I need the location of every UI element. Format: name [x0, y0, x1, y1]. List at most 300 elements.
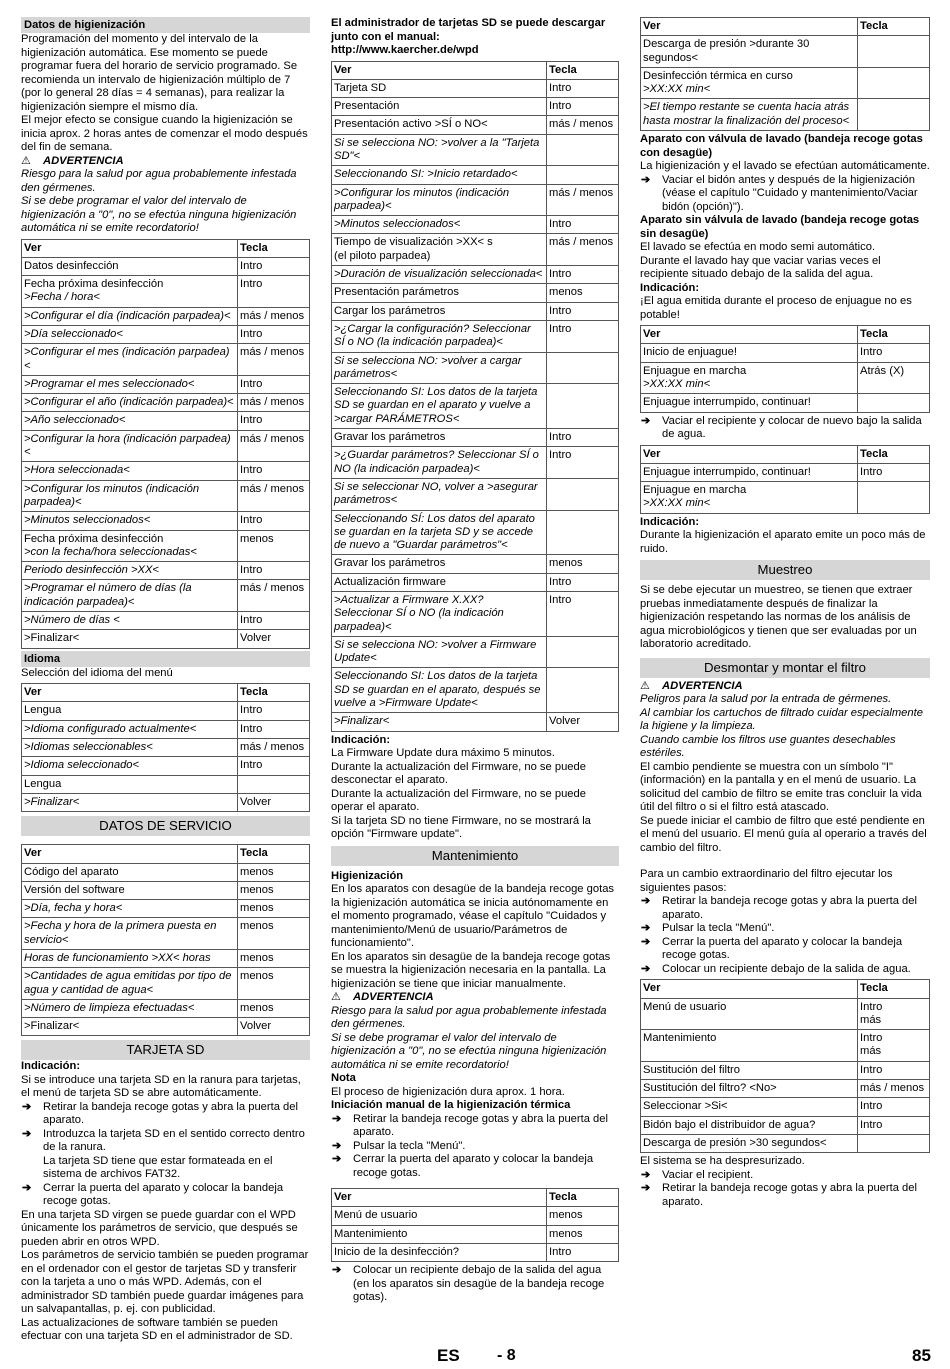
cell-ver: Seleccionando SI: Los datos de la tarjeta SD se guardan en el aparato y vuelve a >cargar PARÁMETROS< [332, 384, 547, 429]
cell-tecla: Intro [238, 512, 310, 530]
cell-tecla [547, 352, 619, 384]
step: ➔ Cerrar la puerta del aparato y colocar la bandeja recoge gotas. [641, 935, 903, 962]
arrow-icon: ➔ [641, 1168, 651, 1181]
cell-ver: Ver [22, 684, 238, 702]
table-row [332, 1244, 619, 1262]
table-row [332, 134, 619, 166]
cell-tecla: menos [238, 863, 310, 881]
cell-tecla: más / menos [238, 307, 310, 325]
cell-ver: >Duración de visualización seleccionada< [332, 266, 547, 284]
table-enjuague [640, 325, 930, 412]
cell-ver: Fecha próxima desinfección >con la fecha/hora seleccionadas< [22, 530, 238, 562]
paragraph: Durante la actualización del Firmware, no se puede operar el aparato. [331, 787, 586, 814]
cell-ver: Versión del software [22, 881, 238, 899]
cell-tecla [858, 482, 930, 514]
table-row [332, 216, 619, 234]
table-header-row [641, 980, 930, 998]
step: ➔ Cerrar la puerta del aparato y colocar la bandeja recoge gotas. [332, 1153, 594, 1179]
section-mantenimiento: Mantenimiento [331, 846, 619, 866]
cell-ver: >Fecha y hora de la primera puesta en servicio< [22, 918, 238, 950]
cell-ver: Enjuague en marcha >XX:XX min< [641, 362, 858, 394]
table-row [22, 580, 310, 612]
table-row [332, 284, 619, 302]
cell-tecla: Intro [238, 412, 310, 430]
cell-tecla [547, 166, 619, 184]
cell-ver: Seleccionando SI: >Inicio retardado< [332, 166, 547, 184]
cell-ver: Enjuague interrumpido, continuar! [641, 394, 858, 412]
table-row [22, 394, 310, 412]
cell-ver: Descarga de presión >durante 30 segundos< [641, 36, 858, 68]
warning-text: Peligros para la salud por la entrada de gérmenes. [640, 693, 892, 706]
cell-tecla: más / menos [238, 580, 310, 612]
warning-text: Riesgo para la salud por agua probablemente infestada den gérmenes. [21, 168, 297, 194]
table-row [332, 166, 619, 184]
cell-ver: Tarjeta SD [332, 79, 547, 97]
table-row [332, 478, 619, 510]
cell-tecla: Intro [547, 1244, 619, 1262]
cell-tecla: Intro [238, 562, 310, 580]
cell-tecla [547, 510, 619, 555]
cell-ver: >Programar el número de días (la indicación parpadea)< [22, 580, 238, 612]
heading-con-valvula: Aparato con válvula de lavado (bandeja recoge gotas con desagüe) [640, 133, 923, 159]
cell-tecla: más / menos [858, 1080, 930, 1098]
cell-tecla: Volver [238, 793, 310, 811]
paragraph: Durante la actualización del Firmware, no se puede desconectar el aparato. [331, 760, 586, 787]
cell-tecla: Intro [547, 573, 619, 591]
cell-ver: Seleccionar >Si< [641, 1098, 858, 1116]
step: ➔ Cerrar la puerta del aparato y colocar la bandeja recoge gotas. [22, 1181, 284, 1208]
cell-tecla: menos [547, 1225, 619, 1243]
step: ➔ Colocar un recipiente debajo de la salida de agua. [641, 962, 911, 975]
cell-ver: Sustitución del filtro? <No> [641, 1080, 858, 1098]
table-row [332, 302, 619, 320]
cell-tecla: menos [238, 530, 310, 562]
cell-tecla [547, 478, 619, 510]
cell-ver: >Año seleccionado< [22, 412, 238, 430]
cell-ver: Ver [22, 239, 238, 257]
cell-tecla: Tecla [547, 1189, 619, 1207]
cell-ver: >Día, fecha y hora< [22, 900, 238, 918]
cell-tecla: más / menos [547, 234, 619, 266]
arrow-icon: ➔ [641, 1182, 651, 1195]
section-tarjeta-sd: TARJETA SD [21, 1040, 310, 1060]
cell-ver: Si se selecciona NO: >volver a la "Tarjeta SD"< [332, 134, 547, 166]
cell-tecla: más / menos [238, 344, 310, 376]
arrow-icon: ➔ [332, 1264, 342, 1277]
table-header-row [641, 445, 930, 463]
cell-tecla: Tecla [858, 326, 930, 344]
table-row [22, 900, 310, 918]
table-row [332, 352, 619, 384]
cell-tecla: Tecla [238, 845, 310, 863]
cell-tecla [547, 636, 619, 668]
table-row [22, 739, 310, 757]
arrow-icon: ➔ [332, 1139, 342, 1152]
table-row [22, 512, 310, 530]
warning-icon: ⚠ [21, 154, 32, 167]
table-row [332, 384, 619, 429]
table-row [332, 447, 619, 479]
cell-tecla: Intro [238, 375, 310, 393]
cell-tecla: Intro [547, 216, 619, 234]
warning-label: ADVERTENCIA [662, 679, 743, 692]
cell-ver: Seleccionando SÍ: Los datos del aparato se guardan en la tarjeta SD y se accede de nuevo a "Guardar parámetros"< [332, 510, 547, 555]
cell-ver: >Configurar el mes (indicación parpadea)< [22, 344, 238, 376]
warning-heading [331, 991, 619, 1005]
paragraph: El sistema se ha despresurizado. [640, 1155, 805, 1168]
table-header-row [22, 845, 310, 863]
cell-tecla: Atrás (X) [858, 362, 930, 394]
table-row [641, 362, 930, 394]
footer-page-label: - 8 [497, 1347, 516, 1364]
cell-tecla [858, 1134, 930, 1152]
table-desinfeccion [21, 239, 310, 649]
footer-page-number: 85 [912, 1346, 931, 1365]
table-row [332, 266, 619, 284]
cell-tecla: más / menos [547, 116, 619, 134]
step: ➔ Pulsar la tecla "Menú". [332, 1139, 466, 1152]
cell-tecla [858, 394, 930, 412]
table-row [641, 67, 930, 99]
paragraph: Se puede iniciar el cambio de filtro que esté pendiente en el menú del usuario. El menú guía al operario a través del cambio del filtro. [640, 814, 927, 854]
table-row [332, 636, 619, 668]
cell-ver: >Finalizar< [22, 630, 238, 648]
cell-ver: Si se selecciona NO: >volver a Firmware Update< [332, 636, 547, 668]
cell-ver: Gravar los parámetros [332, 555, 547, 573]
cell-tecla: Intro [547, 266, 619, 284]
cell-ver: Ver [641, 18, 858, 36]
cell-tecla [547, 668, 619, 713]
table-row [332, 1225, 619, 1243]
table-row [332, 510, 619, 555]
section-datos-servicio: DATOS DE SERVICIO [21, 816, 310, 836]
cell-ver: >Día seleccionado< [22, 325, 238, 343]
cell-ver: >Configurar la hora (indicación parpadea)< [22, 430, 238, 462]
cell-tecla: más / menos [547, 184, 619, 216]
paragraph: Programación del momento y del intervalo de la higienización automática. Ese momento se puede programar fuera del horario de servicio programado. Se recomienda un intervalo de higienización múltiplo de 7 (por lo general 28 días = 4 semanas), para realizar la higienización siempre el mismo día. [21, 33, 298, 113]
cell-ver: >El tiempo restante se cuenta hacia atrás hasta mostrar la finalización del proceso< [641, 99, 858, 131]
cell-tecla: Intro [238, 276, 310, 308]
cell-ver: Lengua [22, 702, 238, 720]
table-header-row [332, 61, 619, 79]
cell-ver: Tiempo de visualización >XX< s (el piloto parpadea) [332, 234, 547, 266]
paragraph: Para un cambio extraordinario del filtro ejecutar los siguientes pasos: [640, 868, 893, 894]
table-row [22, 968, 310, 1000]
column-left [21, 17, 310, 1344]
indicacion-label: Indicación: [640, 281, 700, 294]
paragraph: Las actualizaciones de software también se pueden efectuar con una tarjeta SD en el administrador de SD. [21, 1316, 293, 1343]
cell-tecla: menos [238, 900, 310, 918]
warning-text: Al cambiar los cartuchos de filtrado cuidar especialmente la higiene y la limpieza. [640, 706, 923, 733]
step: ➔ Retirar la bandeja recoge gotas y abra la puerta del aparato. [641, 895, 917, 921]
table-row [332, 713, 619, 731]
cell-ver: Descarga de presión >30 segundos< [641, 1134, 858, 1152]
section-filtro: Desmontar y montar el filtro [640, 658, 930, 678]
table-row [332, 320, 619, 352]
cell-tecla [858, 67, 930, 99]
table-row [22, 918, 310, 950]
warning-text: Riesgo para la salud por agua probablemente infestada den gérmenes. [331, 1004, 607, 1031]
table-row [22, 949, 310, 967]
arrow-icon: ➔ [22, 1181, 32, 1194]
cell-tecla: Intro [858, 344, 930, 362]
indicacion-label: Indicación: [21, 1060, 81, 1073]
paragraph: El cambio pendiente se muestra con un símbolo "I" (información) en la pantalla y en el menú de usuario. La solicitud del cambio de filtro se emite tras concluir la vida útil del filtro o si el filtro está atascado. [640, 760, 922, 814]
paragraph: Selección del idioma del menú [21, 666, 173, 679]
cell-tecla: menos [547, 1207, 619, 1225]
cell-tecla [858, 99, 930, 131]
cell-tecla: Intro [238, 462, 310, 480]
arrow-icon: ➔ [641, 173, 651, 186]
column-right [640, 17, 930, 1209]
cell-ver: Datos desinfección [22, 257, 238, 275]
arrow-icon: ➔ [22, 1100, 32, 1113]
cell-ver: Código del aparato [22, 863, 238, 881]
cell-ver: >Configurar el día (indicación parpadea)< [22, 307, 238, 325]
table-row [22, 881, 310, 899]
cell-ver: >Número de limpieza efectuadas< [22, 999, 238, 1017]
paragraph: El mejor efecto se consigue cuando la higienización se inicia aprox. 2 horas antes de comenzar el modo después del fin de semana. [21, 114, 308, 153]
step: ➔ Retirar la bandeja recoge gotas y abra la puerta del aparato. [22, 1100, 298, 1127]
paragraph: Durante la higienización el aparato emite un poco más de ruido. [640, 529, 926, 555]
table-row [641, 99, 930, 131]
cell-tecla [238, 775, 310, 793]
paragraph: La higienización y el lavado se efectúan automáticamente. [640, 160, 930, 173]
table-header-row [641, 18, 930, 36]
column-middle [331, 17, 619, 1305]
cell-ver: Actualización firmware [332, 573, 547, 591]
cell-ver: Fecha próxima desinfección >Fecha / hora< [22, 276, 238, 308]
warning-heading [21, 155, 310, 169]
cell-tecla: menos [238, 881, 310, 899]
arrow-icon: ➔ [641, 935, 651, 948]
cell-ver: >Hora seleccionada< [22, 462, 238, 480]
cell-ver: Presentación activo >SÍ o NO< [332, 116, 547, 134]
cell-tecla: Intro [238, 257, 310, 275]
arrow-icon: ➔ [641, 895, 651, 908]
table-row [22, 612, 310, 630]
paragraph: El lavado se efectúa en modo semi automático. [640, 241, 876, 254]
cell-ver: Sustitución del filtro [641, 1061, 858, 1079]
table-row [22, 793, 310, 811]
cell-tecla: menos [238, 918, 310, 950]
table-sustitucion-filtro [640, 979, 930, 1153]
table-row [332, 429, 619, 447]
table-row [22, 430, 310, 462]
paragraph: En una tarjeta SD virgen se puede guardar con el WPD únicamente los parámetros de servicio, que después se pueden abrir en otros WPD. [21, 1208, 298, 1248]
table-row [332, 668, 619, 713]
cell-ver: Ver [332, 61, 547, 79]
step: ➔ Vaciar el recipiente y colocar de nuevo bajo la salida de agua. [641, 414, 922, 441]
table-row [641, 394, 930, 412]
table-row [641, 482, 930, 514]
heading-idioma: Idioma [21, 651, 310, 667]
cell-tecla: Tecla [547, 61, 619, 79]
cell-ver: Inicio de enjuague! [641, 344, 858, 362]
url-link[interactable]: http://www.kaercher.de/wpd [331, 44, 479, 56]
table-row [332, 184, 619, 216]
cell-ver: >Configurar los minutos (indicación parpadea)< [332, 184, 547, 216]
cell-ver: >Número de días < [22, 612, 238, 630]
footer-language: ES [437, 1346, 460, 1365]
table-row [641, 344, 930, 362]
table-header-row [22, 684, 310, 702]
table-row [22, 720, 310, 738]
cell-tecla: más / menos [238, 394, 310, 412]
cell-ver: >Finalizar< [332, 713, 547, 731]
nota-label: Nota [331, 1072, 356, 1085]
table-row [22, 257, 310, 275]
cell-tecla: Intro [238, 325, 310, 343]
cell-ver: Ver [641, 980, 858, 998]
table-row [641, 1116, 930, 1134]
cell-ver: >Programar el mes seleccionado< [22, 375, 238, 393]
warning-text: Si se debe programar el valor del intervalo de higienización a "0", no se efectúa ninguna higienización automática ni se emite recordatorio! [21, 195, 297, 234]
cell-ver: Si se selecciona NO: >volver a cargar parámetros< [332, 352, 547, 384]
table-row [641, 36, 930, 68]
step-note: La tarjeta SD tiene que estar formateada en el sistema de archivos FAT32. [43, 1154, 273, 1181]
cell-ver: >Idioma seleccionado< [22, 757, 238, 775]
table-descarga [640, 17, 930, 131]
table-idioma [21, 683, 310, 812]
table-header-row [332, 1189, 619, 1207]
arrow-icon: ➔ [332, 1112, 342, 1125]
cell-ver: Menú de usuario [332, 1207, 547, 1225]
table-row [332, 116, 619, 134]
paragraph: Si se debe ejecutar un muestreo, se tienen que extraer pruebas inmediatamente después de finalizar la higienización respetando las normas de los análisis de agua microbiológicos y tienen que ser evaluadas por un laboratorio acreditado. [640, 584, 917, 651]
warning-icon: ⚠ [640, 679, 651, 692]
cell-tecla: Intro [858, 1061, 930, 1079]
table-row [22, 462, 310, 480]
warning-label: ADVERTENCIA [43, 154, 124, 167]
cell-tecla: Intro [238, 720, 310, 738]
cell-tecla: Tecla [858, 18, 930, 36]
cell-ver: Ver [332, 1189, 547, 1207]
arrow-icon: ➔ [641, 922, 651, 935]
table-row [22, 375, 310, 393]
cell-tecla: menos [238, 999, 310, 1017]
table-row [332, 98, 619, 116]
cell-tecla: más / menos [238, 739, 310, 757]
table-row [22, 412, 310, 430]
cell-tecla: menos [547, 284, 619, 302]
arrow-icon: ➔ [332, 1153, 342, 1166]
cell-ver: Lengua [22, 775, 238, 793]
cell-tecla: menos [238, 968, 310, 1000]
cell-ver: >Cantidades de agua emitidas por tipo de agua y cantidad de agua< [22, 968, 238, 1000]
cell-tecla [858, 36, 930, 68]
step: ➔ Pulsar la tecla "Menú". [641, 922, 775, 935]
table-row [332, 592, 619, 637]
cell-tecla: Intro [547, 302, 619, 320]
cell-ver: Menú de usuario [641, 998, 858, 1030]
table-row [641, 998, 930, 1030]
cell-tecla [547, 134, 619, 166]
cell-ver: >¿Guardar parámetros? Seleccionar SÍ o NO (la indicación parpadea)< [332, 447, 547, 479]
paragraph: Durante el lavado hay que vaciar varias veces el recipiente situado debajo de la salida del agua. [640, 254, 881, 281]
cell-tecla: Intro más [858, 998, 930, 1030]
table-row [22, 1018, 310, 1036]
table-row [22, 325, 310, 343]
cell-ver: Ver [22, 845, 238, 863]
cell-ver: >Minutos seleccionados< [332, 216, 547, 234]
table-row [22, 702, 310, 720]
cell-tecla: Volver [238, 1018, 310, 1036]
table-row [22, 630, 310, 648]
cell-ver: >Minutos seleccionados< [22, 512, 238, 530]
cell-tecla: Intro más [858, 1030, 930, 1062]
cell-ver: Si se seleccionar NO, volver a >asegurar parámetros< [332, 478, 547, 510]
table-row [332, 234, 619, 266]
cell-ver: Gravar los parámetros [332, 429, 547, 447]
step: ➔ Retirar la bandeja recoge gotas y abra la puerta del aparato. [641, 1182, 917, 1208]
cell-ver: Desinfección térmica en curso >XX:XX min< [641, 67, 858, 99]
table-row [332, 1207, 619, 1225]
cell-ver: Ver [641, 445, 858, 463]
paragraph: En los aparatos sin desagüe de la bandeja recoge gotas se muestra la higienización necesaria en la pantalla. La higienización se tiene que iniciar manualmente. [331, 950, 611, 990]
intro-text: El administrador de tarjetas SD se puede descargar junto con el manual: [331, 17, 606, 43]
step: ➔ Colocar un recipiente debajo de la salida del agua (en los aparatos sin desagüe de la bandeja recoge gotas). [332, 1264, 605, 1304]
section-muestreo: Muestreo [640, 560, 930, 580]
table-row [22, 344, 310, 376]
table-row [641, 1080, 930, 1098]
table-row [332, 555, 619, 573]
cell-tecla: Intro [858, 1098, 930, 1116]
cell-ver: >Actualizar a Firmware X.XX? Seleccionar SÍ o NO (la indicación parpadea)< [332, 592, 547, 637]
cell-tecla: Intro [547, 79, 619, 97]
step: ➔ Retirar la bandeja recoge gotas y abra la puerta del aparato. [332, 1112, 608, 1139]
cell-ver: Mantenimiento [332, 1225, 547, 1243]
cell-ver: Presentación parámetros [332, 284, 547, 302]
cell-ver: >Configurar los minutos (indicación parpadea)< [22, 480, 238, 512]
table-row [22, 775, 310, 793]
table-row [641, 1134, 930, 1152]
table-row [22, 999, 310, 1017]
table-row [22, 757, 310, 775]
cell-tecla: Intro [547, 429, 619, 447]
indicacion-label: Indicación: [640, 515, 700, 528]
cell-ver: Ver [641, 326, 858, 344]
cell-ver: Periodo desinfección >XX< [22, 562, 238, 580]
warning-text: Si se debe programar el valor del intervalo de higienización a "0", no se efectúa ninguna higienización automática ni se emite recordatorio! [331, 1031, 607, 1071]
paragraph: Si se introduce una tarjeta SD en la ranura para tarjetas, el menú de tarjeta SD se abre automáticamente. [21, 1073, 301, 1100]
cell-ver: >¿Cargar la configuración? Seleccionar SÍ o NO (la indicación parpadea)< [332, 320, 547, 352]
heading-iniciacion: Iniciación manual de la higienización térmica [331, 1099, 571, 1112]
cell-ver: Presentación [332, 98, 547, 116]
table-row [22, 276, 310, 308]
cell-tecla: Intro [547, 447, 619, 479]
table-header-row [22, 239, 310, 257]
table-row [332, 79, 619, 97]
cell-tecla: Intro [858, 1116, 930, 1134]
table-row [22, 530, 310, 562]
cell-ver: Horas de funcionamiento >XX< horas [22, 949, 238, 967]
cell-ver: >Idioma configurado actualmente< [22, 720, 238, 738]
table-row [22, 307, 310, 325]
table-servicio [21, 844, 310, 1036]
table-row [641, 1030, 930, 1062]
cell-ver: >Configurar el año (indicación parpadea)< [22, 394, 238, 412]
arrow-icon: ➔ [22, 1127, 32, 1140]
cell-ver: Inicio de la desinfección? [332, 1244, 547, 1262]
arrow-icon: ➔ [641, 962, 651, 975]
cell-ver: >Finalizar< [22, 1018, 238, 1036]
table-row [332, 573, 619, 591]
warning-label: ADVERTENCIA [353, 991, 434, 1004]
table-row [22, 863, 310, 881]
paragraph: La Firmware Update dura máximo 5 minutos. [331, 747, 555, 760]
cell-ver: >Idiomas seleccionables< [22, 739, 238, 757]
